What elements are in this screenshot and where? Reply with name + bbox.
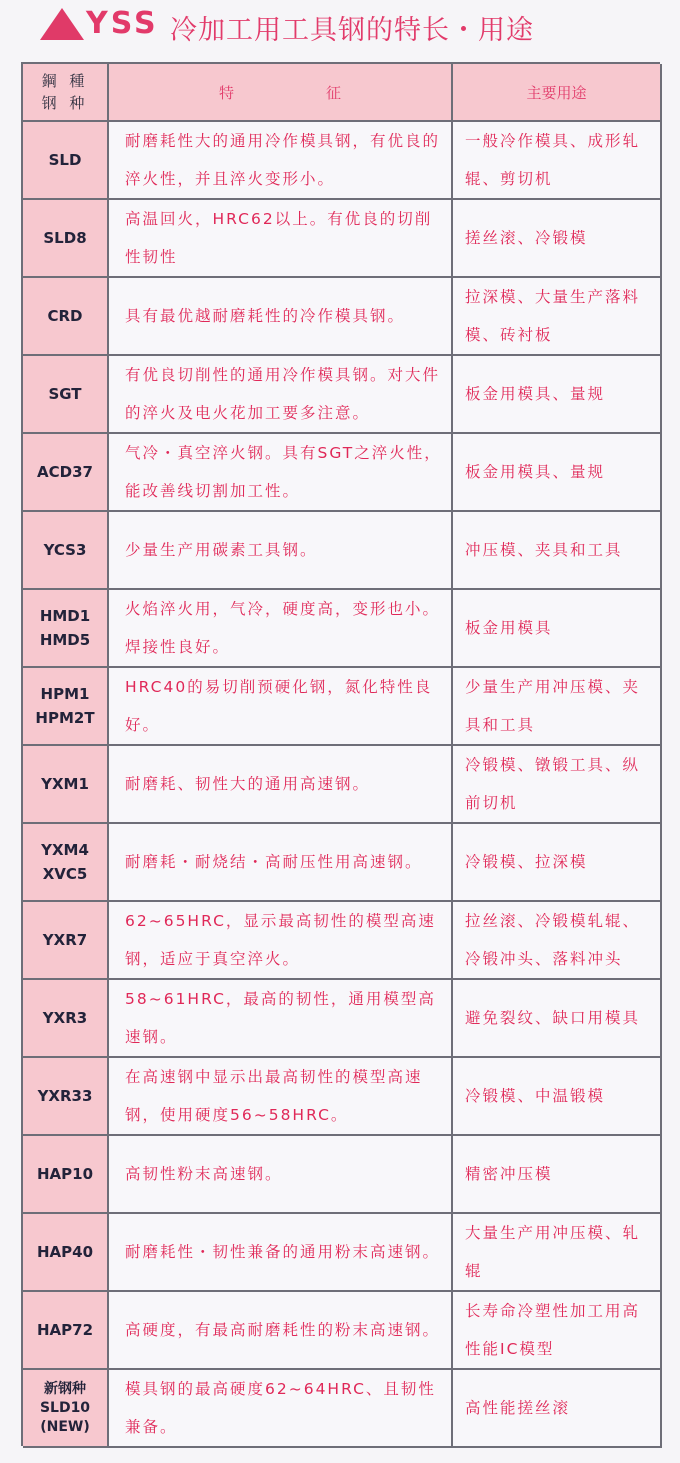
usage-text: 冷锻模、镦锻工具、纵前切机: [465, 756, 641, 812]
usage-cell: [453, 1058, 662, 1136]
usage-text: 一般冷作模具、成形轧辊、剪切机: [465, 132, 641, 188]
header-usage-label: 主要用途: [526, 83, 587, 102]
usage-cell: [453, 200, 662, 278]
grade-label: HMD5: [39, 631, 91, 649]
brand-logo: YSS: [86, 6, 159, 41]
grade-cell: [23, 512, 109, 590]
grade-cell: [23, 1370, 109, 1448]
grade-label: YXR7: [42, 931, 88, 949]
feature-text: 62~65HRC，显示最高韧性的模型高速钢，适应于真空淬火。: [125, 912, 436, 968]
feature-text: 模具钢的最高硬度62~64HRC、且韧性兼备。: [125, 1380, 436, 1436]
feature-text: 在高速钢中显示出最高韧性的模型高速钢，使用硬度56~58HRC。: [125, 1068, 423, 1124]
feature-text: 耐磨耗性・韧性兼备的通用粉末高速钢。: [125, 1243, 441, 1261]
grade-label: SLD: [48, 151, 82, 169]
usage-cell: [453, 824, 662, 902]
usage-cell: [453, 1214, 662, 1292]
grade-label: SGT: [48, 385, 82, 403]
grade-label: YXM1: [41, 775, 89, 793]
header-grade-line1: 鋼 種: [41, 72, 89, 90]
grade-cell: [23, 1058, 109, 1136]
usage-cell: [453, 122, 662, 200]
feature-cell: [109, 200, 453, 278]
usage-text: 精密冲压模: [465, 1165, 553, 1183]
usage-text: 板金用模具、量规: [465, 463, 606, 481]
usage-text: 冷锻模、中温锻模: [465, 1087, 606, 1105]
feature-text: 具有最优越耐磨耗性的冷作模具钢。: [125, 307, 406, 325]
page-title: 冷加工用工具钢的特长・用途: [170, 15, 534, 46]
feature-text: 耐磨耗性大的通用冷作模具钢，有优良的淬火性，并且淬火变形小。: [125, 132, 441, 188]
usage-cell: [453, 1370, 662, 1448]
grade-label: HAP40: [36, 1243, 94, 1261]
usage-text: 搓丝滚、冷锻模: [465, 229, 588, 247]
header-usage: [453, 64, 662, 122]
feature-text: 高温回火，HRC62以上。有优良的切削性韧性: [125, 210, 433, 266]
grade-cell: [23, 278, 109, 356]
feature-text: HRC40的易切削预硬化钢，氮化特性良好。: [125, 678, 433, 734]
usage-cell: [453, 902, 662, 980]
feature-text: 气冷・真空淬火钢。具有SGT之淬火性，能改善线切割加工性。: [125, 444, 442, 500]
grade-cell: [23, 122, 109, 200]
page-header: [0, 0, 680, 50]
feature-cell: [109, 902, 453, 980]
feature-text: 耐磨耗、韧性大的通用高速钢。: [125, 775, 371, 793]
grade-cell: [23, 980, 109, 1058]
feature-cell: [109, 746, 453, 824]
usage-cell: [453, 1136, 662, 1214]
usage-cell: [453, 668, 662, 746]
header-feature-b: 征: [326, 83, 342, 102]
feature-text: 少量生产用碳素工具钢。: [125, 541, 318, 559]
feature-cell: [109, 1058, 453, 1136]
feature-text: 火焰淬火用，气冷，硬度高，变形也小。焊接性良好。: [125, 600, 441, 656]
grade-cell: [23, 356, 109, 434]
grade-label: CRD: [47, 307, 83, 325]
usage-cell: [453, 278, 662, 356]
header-feature-a: 特: [218, 83, 234, 102]
header-grade: [23, 64, 109, 122]
usage-text: 避免裂纹、缺口用模具: [465, 1009, 641, 1027]
usage-text: 板金用模具: [465, 619, 553, 637]
grade-cell: [23, 668, 109, 746]
usage-cell: [453, 980, 662, 1058]
usage-text: 长寿命冷塑性加工用高性能IC模型: [465, 1302, 641, 1358]
grade-cell: [23, 434, 109, 512]
header-grade-line2: 钢 种: [41, 94, 89, 112]
grade-label: YXR3: [42, 1009, 88, 1027]
grade-cell: [23, 590, 109, 668]
usage-text: 大量生产用冲压模、轧辊: [465, 1224, 641, 1280]
feature-cell: [109, 122, 453, 200]
grade-cell: [23, 746, 109, 824]
grade-label: YCS3: [43, 541, 87, 559]
grade-cell: [23, 824, 109, 902]
grade-label: YXR33: [37, 1087, 93, 1105]
usage-cell: [453, 356, 662, 434]
grade-label: ACD37: [37, 463, 93, 481]
grade-label: SLD8: [43, 229, 87, 247]
feature-cell: [109, 1292, 453, 1370]
feature-cell: [109, 356, 453, 434]
usage-text: 冷锻模、拉深模: [465, 853, 588, 871]
usage-text: 板金用模具、量规: [465, 385, 606, 403]
grade-label: HPM1: [40, 685, 90, 703]
feature-text: 58~61HRC，最高的韧性，通用模型高速钢。: [125, 990, 436, 1046]
feature-cell: [109, 980, 453, 1058]
grade-label: HPM2T: [35, 709, 95, 727]
feature-cell: [109, 590, 453, 668]
feature-cell: [109, 1136, 453, 1214]
grade-label: XVC5: [42, 865, 88, 883]
grade-label: HAP10: [36, 1165, 94, 1183]
usage-cell: [453, 1292, 662, 1370]
grade-cell: [23, 1214, 109, 1292]
steel-spec-table: [21, 62, 660, 1446]
grade-label: SLD10: [39, 1399, 91, 1416]
grade-label: YXM4: [41, 841, 89, 859]
usage-text: 少量生产用冲压模、夹具和工具: [465, 678, 641, 734]
feature-cell: [109, 278, 453, 356]
triangle-logo-icon: [40, 8, 84, 40]
grade-label: 新钢种: [44, 1380, 86, 1397]
usage-text: 拉深模、大量生产落料模、砖衬板: [465, 288, 641, 344]
feature-text: 高韧性粉末高速钢。: [125, 1165, 283, 1183]
feature-cell: [109, 668, 453, 746]
feature-cell: [109, 824, 453, 902]
usage-cell: [453, 512, 662, 590]
feature-text: 耐磨耗・耐烧结・高耐压性用高速钢。: [125, 853, 423, 871]
grade-label: HMD1: [39, 607, 91, 625]
feature-cell: [109, 1370, 453, 1448]
feature-cell: [109, 512, 453, 590]
usage-text: 拉丝滚、冷锻模轧辊、冷锻冲头、落料冲头: [465, 912, 641, 968]
feature-cell: [109, 1214, 453, 1292]
usage-cell: [453, 590, 662, 668]
grade-label: (NEW): [40, 1418, 90, 1435]
feature-text: 高硬度，有最高耐磨耗性的粉末高速钢。: [125, 1321, 441, 1339]
grade-cell: [23, 200, 109, 278]
grade-label: HAP72: [36, 1321, 94, 1339]
grade-cell: [23, 1292, 109, 1370]
feature-cell: [109, 434, 453, 512]
header-feature: [109, 64, 453, 122]
grade-cell: [23, 1136, 109, 1214]
usage-text: 冲压模、夹具和工具: [465, 541, 623, 559]
grade-cell: [23, 902, 109, 980]
feature-text: 有优良切削性的通用冷作模具钢。对大件的淬火及电火花加工要多注意。: [125, 366, 441, 422]
usage-cell: [453, 434, 662, 512]
usage-text: 高性能搓丝滚: [465, 1399, 571, 1417]
usage-cell: [453, 746, 662, 824]
